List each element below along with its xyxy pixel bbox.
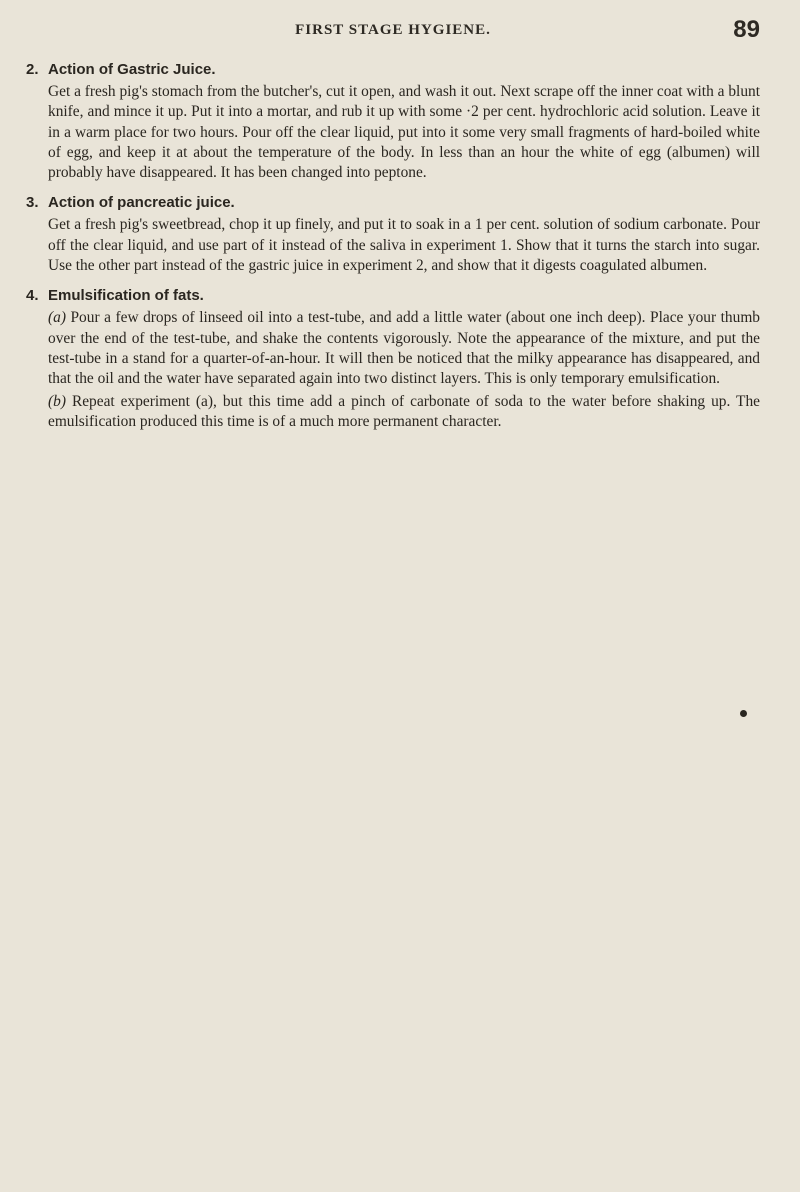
subsection-text: Repeat experiment (a), but this time add a pinch of carbonate of soda to the water before shaking up. The emulsification produced this time is of a much more permanent character. <box>48 392 760 430</box>
section-gastric-juice <box>26 60 760 183</box>
subsection-marker: (a) <box>48 309 66 327</box>
section-body: Get a fresh pig's stomach from the butcher's, cut it open, and wash it out. Next scrape off the inner coat with a blunt knife, and mince it up. Put it into a mortar, and rub it up with some ·2 per cent. hydrochloric acid solution. Leave it in a warm place for two hours. Pour off the clear liquid, put into it some very small fragments of hard-boiled white of egg, and keep it at about the temperature of the body. In less than an hour the white of egg (albumen) will probably have disappeared. It has been changed into peptone. <box>48 83 760 182</box>
section-title: Action of pancreatic juice. <box>48 194 235 212</box>
section-title: Action of Gastric Juice. <box>48 61 216 78</box>
section-body: Get a fresh pig's sweetbread, chop it up finely, and put it to soak in a 1 per cent. solution of sodium carbonate. Pour off the clear liquid, and use part of it instead of the saliva in experiment 1. Show that it turns the starch into sugar. Use the other part instead of the gastric juice in experiment 2, and show that it digests coagulated albumen. <box>48 216 760 275</box>
section-number: 2. <box>26 61 39 78</box>
section-emulsification <box>26 286 760 432</box>
section-heading <box>26 193 760 213</box>
subsection-marker: (b) <box>48 392 66 410</box>
subsection-b <box>48 392 760 433</box>
page-number: 89 <box>733 16 760 43</box>
subsection-a <box>48 308 760 389</box>
section-number: 4. <box>26 287 39 305</box>
section-pancreatic-juice <box>26 193 760 276</box>
subsection-text: Pour a few drops of linseed oil into a test-tube, and add a little water (about one inch deep). Place your thumb over the end of the test-tube, and shake the contents vigorously. Note the appearance of the mixture, and put the test-tube in a stand for a quarter-of-an-hour. It will then be noticed that the milky appearance has disappeared, and that the oil and the water have separated again into two distinct layers. This is only temporary emulsification. <box>48 309 760 388</box>
running-title: FIRST STAGE HYGIENE. <box>295 22 491 38</box>
running-head <box>26 14 760 50</box>
section-title: Emulsification of fats. <box>48 287 204 305</box>
ink-speck <box>740 710 747 717</box>
section-heading <box>26 60 760 80</box>
section-number: 3. <box>26 194 39 212</box>
section-heading <box>26 286 760 306</box>
